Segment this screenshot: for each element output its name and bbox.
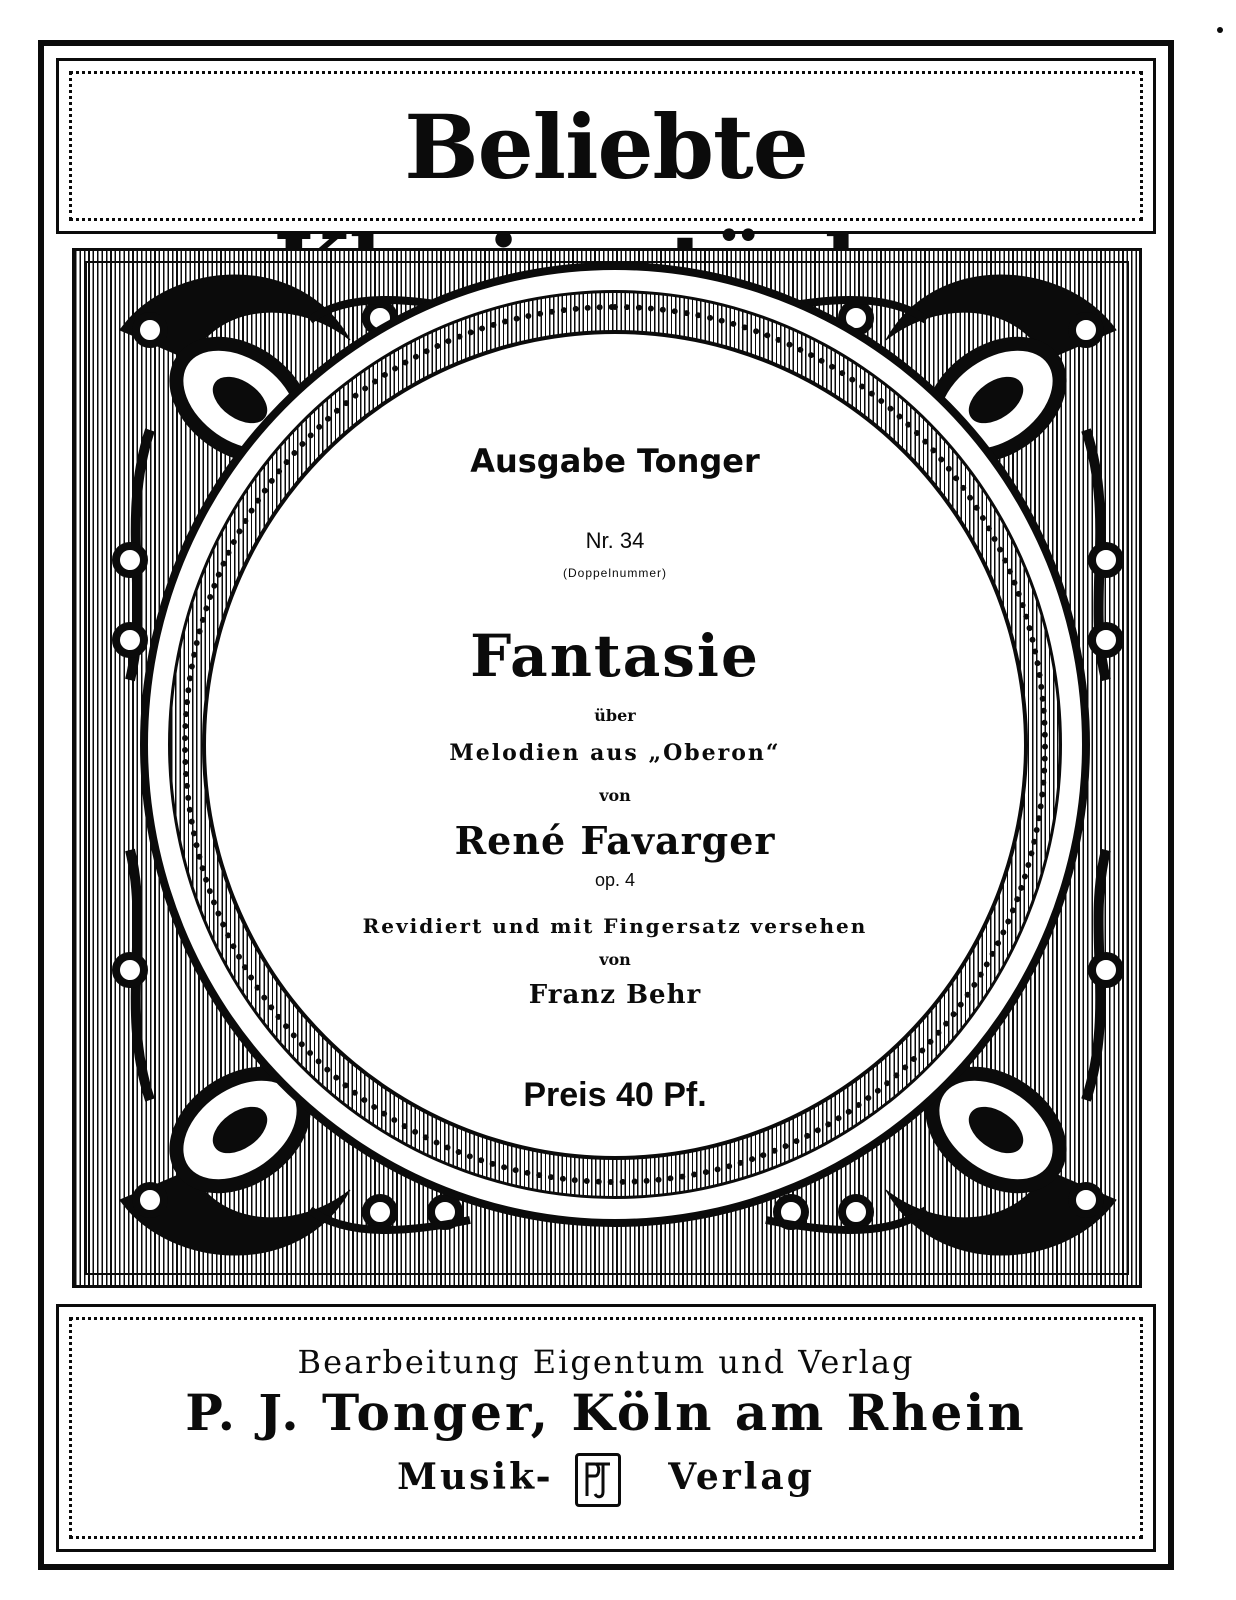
work-title: Fantasie — [470, 622, 760, 690]
price-label: Preis 40 Pf. — [523, 1076, 707, 1114]
editor-name: Franz Behr — [528, 980, 702, 1010]
tagline-verlag: Verlag — [668, 1456, 815, 1498]
footer-cartouche — [56, 1304, 1156, 1552]
ueber-label: über — [594, 706, 636, 725]
work-subtitle: Melodien aus „Oberon“ — [449, 740, 781, 766]
revision-note: Revidiert und mit Fingersatz versehen — [362, 914, 868, 938]
composer-name: René Favarger — [454, 818, 776, 863]
edition-label: Ausgabe Tonger — [470, 442, 760, 480]
publisher-name: P. J. Tonger, Köln am Rhein — [185, 1383, 1027, 1442]
publisher-rights-line: Bearbeitung Eigentum und Verlag — [297, 1343, 915, 1381]
publisher-tagline — [59, 1453, 1153, 1507]
tagline-musik: Musik- — [397, 1456, 554, 1498]
opus-number: op. 4 — [594, 870, 636, 890]
catalog-number: Nr. 34 — [585, 528, 645, 553]
von-label-editor: von — [599, 950, 631, 969]
medallion-text — [202, 330, 1028, 1160]
footer-dotted-border-top — [69, 1317, 1143, 1320]
footer-dotted-border-bottom — [69, 1536, 1143, 1539]
series-title: Beliebte — [404, 95, 808, 199]
von-label-composer: von — [599, 786, 631, 805]
catalog-number-note: (Doppelnummer) — [562, 566, 668, 580]
ptj-monogram-icon — [575, 1453, 621, 1507]
